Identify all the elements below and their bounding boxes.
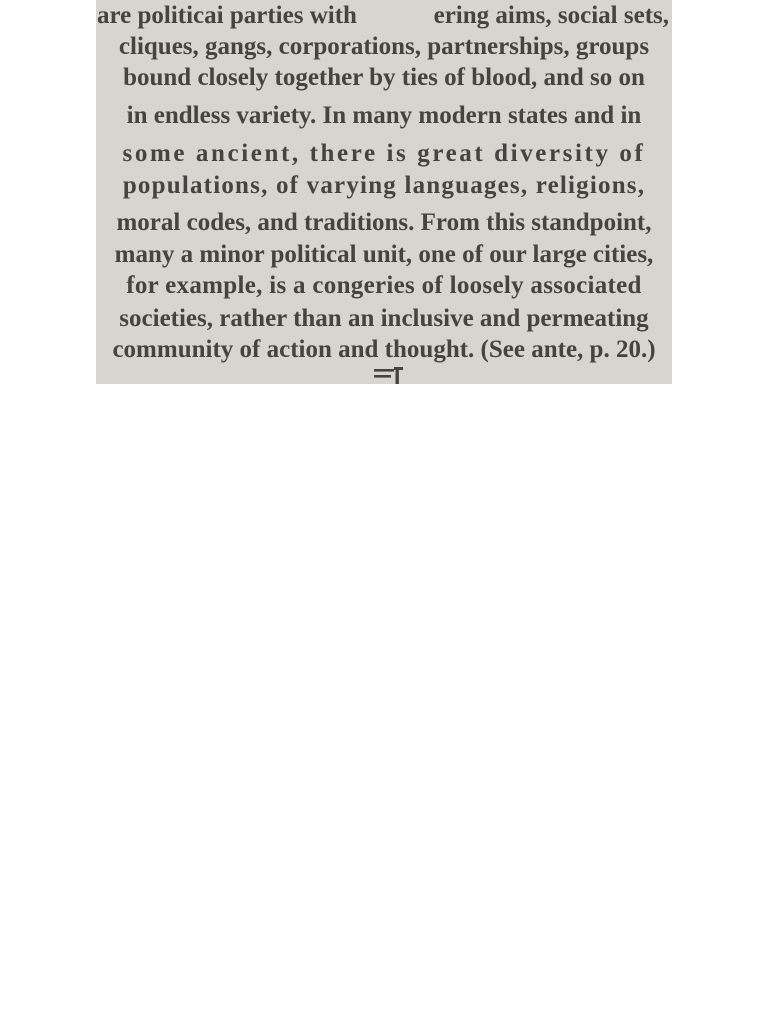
printer-ornament-icon	[373, 366, 405, 384]
text-line-2: cliques, gangs, corporations, partnerships, groups	[118, 33, 650, 60]
scanned-page	[96, 0, 672, 384]
text-line-11: community of action and thought. (See ante, p. 20.)	[112, 336, 656, 363]
text-line-8: many a minor political unit, one of our large cities,	[114, 241, 654, 268]
text-line-6: populations, of varying languages, religions,	[122, 172, 646, 199]
text-line-1-right: ering aims, social sets,	[433, 2, 669, 29]
text-line-1-left: are politicai parties with	[97, 2, 357, 29]
text-line-7: moral codes, and traditions. From this standpoint,	[116, 209, 652, 236]
text-line-3: bound closely together by ties of blood, and so on	[123, 64, 645, 91]
text-line-4: in endless variety. In many modern states and in	[126, 102, 642, 129]
text-line-10: societies, rather than an inclusive and permeating	[119, 305, 649, 332]
text-line-9: for example, is a congeries of loosely associated	[126, 272, 642, 299]
text-line-5: some ancient, there is great diversity of	[122, 140, 646, 167]
